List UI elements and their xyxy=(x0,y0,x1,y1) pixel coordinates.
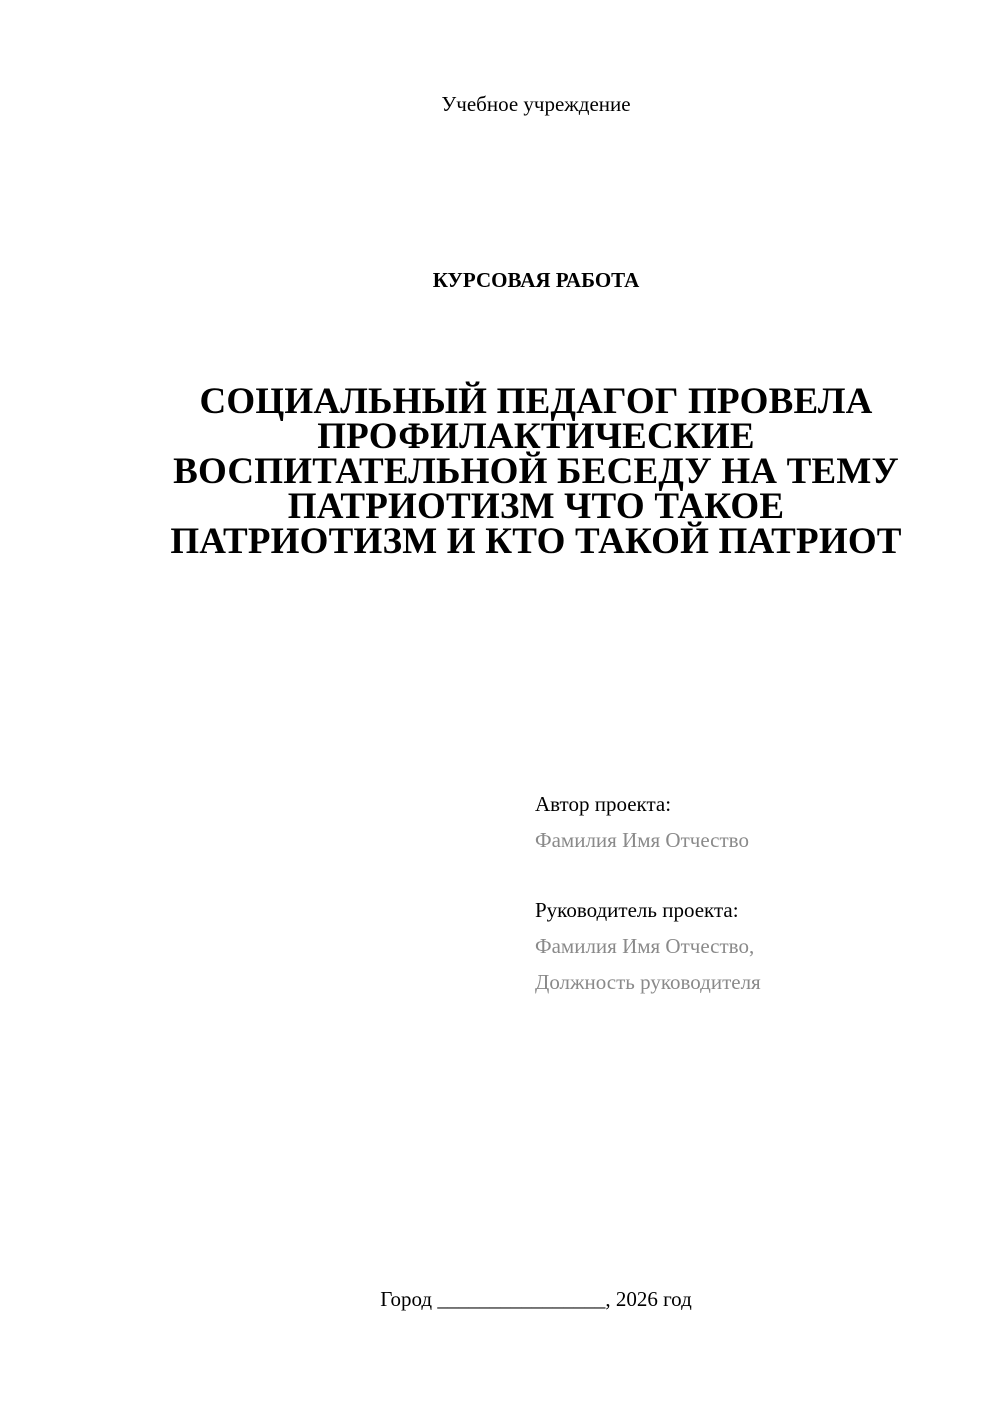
supervisor-name: Фамилия Имя Отчество, xyxy=(535,934,755,958)
supervisor-block xyxy=(535,892,761,1000)
work-title-line: СОЦИАЛЬНЫЙ ПЕДАГОГ ПРОВЕЛА xyxy=(199,381,873,422)
work-title xyxy=(100,381,972,562)
author-label: Автор проекта: xyxy=(535,792,672,816)
work-title-line: ПРОФИЛАКТИЧЕСКИЕ xyxy=(317,416,755,457)
supervisor-position: Должность руководителя xyxy=(535,970,761,994)
city-label: Город xyxy=(380,1287,433,1311)
city-blank: ________________ xyxy=(437,1287,606,1311)
supervisor-label: Руководитель проекта: xyxy=(535,898,739,922)
city-year-line xyxy=(0,1287,1000,1312)
work-type: КУРСОВАЯ РАБОТА xyxy=(432,268,640,292)
work-title-line: ПАТРИОТИЗМ И КТО ТАКОЙ ПАТРИОТ xyxy=(170,521,902,562)
year-text: , 2026 год xyxy=(605,1287,692,1311)
work-title-line: ВОСПИТАТЕЛЬНОЙ БЕСЕДУ НА ТЕМУ xyxy=(173,451,899,492)
author-name: Фамилия Имя Отчество xyxy=(535,828,749,852)
author-block xyxy=(535,786,749,858)
institution-name: Учебное учреждение xyxy=(441,92,631,116)
work-title-line: ПАТРИОТИЗМ ЧТО ТАКОЕ xyxy=(287,486,785,527)
